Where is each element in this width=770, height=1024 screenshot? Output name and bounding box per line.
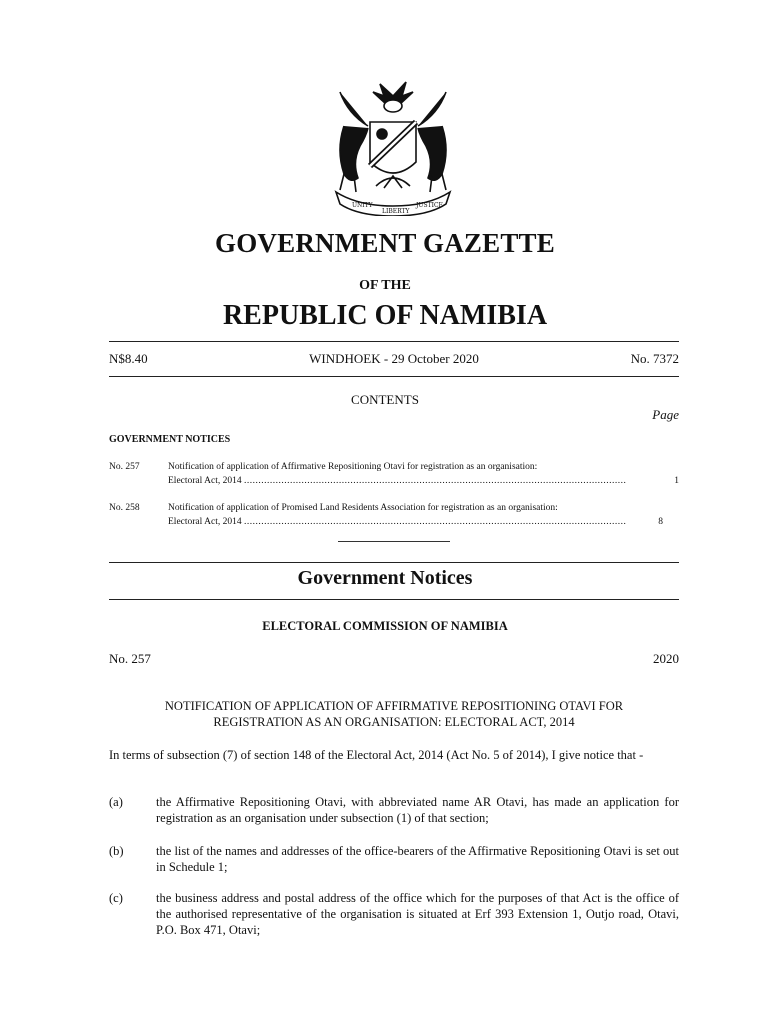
divider [109, 562, 679, 563]
page-column-label: Page [652, 407, 679, 422]
motto-unity: UNITY [352, 202, 373, 209]
divider [109, 599, 679, 600]
gazette-number: No. 7372 [630, 351, 679, 366]
toc-entry-line2: Electoral Act, 2014 ..................................................................................................................................... [168, 517, 627, 527]
toc-entry-text: Notification of application of Affirmative Repositioning Otavi for registration as an organisation: [168, 462, 538, 472]
notice-item [109, 890, 679, 940]
short-divider [338, 541, 450, 542]
divider [109, 376, 679, 377]
notice-year: 2020 [653, 651, 679, 666]
notice-item-text: the list of the names and addresses of the office-bearers of the Affirmative Repositioning Otavi is set out in Schedule 1; [156, 844, 679, 874]
gazette-place-date: WINDHOEK - 29 October 2020 [309, 351, 479, 366]
notice-item-label: (b) [109, 844, 124, 858]
notice-item-text: the Affirmative Repositioning Otavi, with abbreviated name AR Otavi, has made an application for registration as an organisation under subsection (1) of that section; [156, 795, 679, 825]
toc-entry-page: 1 [674, 476, 679, 486]
notice-item [109, 794, 679, 828]
toc-entry-number: No. 258 [109, 503, 140, 513]
motto-liberty: LIBERTY [382, 208, 410, 215]
gazette-of-the: OF THE [359, 278, 411, 293]
contents-section-heading: GOVERNMENT NOTICES [109, 434, 231, 445]
notice-item [109, 843, 679, 877]
notice-number-row [109, 651, 679, 669]
notice-item-label: (a) [109, 795, 123, 809]
toc-entry-act: Electoral Act, 2014 [168, 476, 242, 486]
notice-number: No. 257 [109, 651, 151, 666]
gazette-title: GOVERNMENT GAZETTE [215, 228, 555, 258]
notice-title-line1: NOTIFICATION OF APPLICATION OF AFFIRMATIVE REPOSITIONING OTAVI FOR [164, 699, 624, 713]
toc-entry-text: Notification of application of Promised Land Residents Association for registration as an organisation: [168, 503, 558, 513]
notice-item-text: the business address and postal address of the office which for the purposes of that Act is the office of the authorised representative of the organisation is situated at Erf 393 Extension 1, Outjo road, Otavi, P.O. Box 471, Otavi; [156, 891, 679, 937]
gazette-meta [109, 351, 679, 369]
toc-entry-number: No. 257 [109, 462, 140, 472]
notice-item-label: (c) [109, 891, 123, 905]
section-title: Government Notices [297, 567, 473, 589]
toc-entry[interactable] [109, 501, 679, 531]
coat-of-arms-icon [318, 66, 468, 216]
gazette-republic: REPUBLIC OF NAMIBIA [222, 300, 548, 331]
gazette-price: N$8.40 [109, 351, 148, 366]
contents-heading: CONTENTS [351, 392, 419, 407]
toc-entry-act: Electoral Act, 2014 [168, 517, 242, 527]
notice-authority: ELECTORAL COMMISSION OF NAMIBIA [262, 619, 508, 633]
toc-entry[interactable] [109, 460, 679, 490]
notice-title [109, 698, 679, 730]
notice-intro: In terms of subsection (7) of section 148 of the Electoral Act, 2014 (Act No. 5 of 2014), I give notice that - [109, 748, 644, 762]
toc-entry-line2: Electoral Act, 2014 ..................................................................................................................................... [168, 476, 627, 486]
motto-justice: JUSTICE [416, 202, 443, 209]
notice-title-line2: REGISTRATION AS AN ORGANISATION: ELECTORAL ACT, 2014 [213, 715, 575, 729]
divider [109, 341, 679, 342]
toc-entry-page: 8 [658, 517, 663, 527]
